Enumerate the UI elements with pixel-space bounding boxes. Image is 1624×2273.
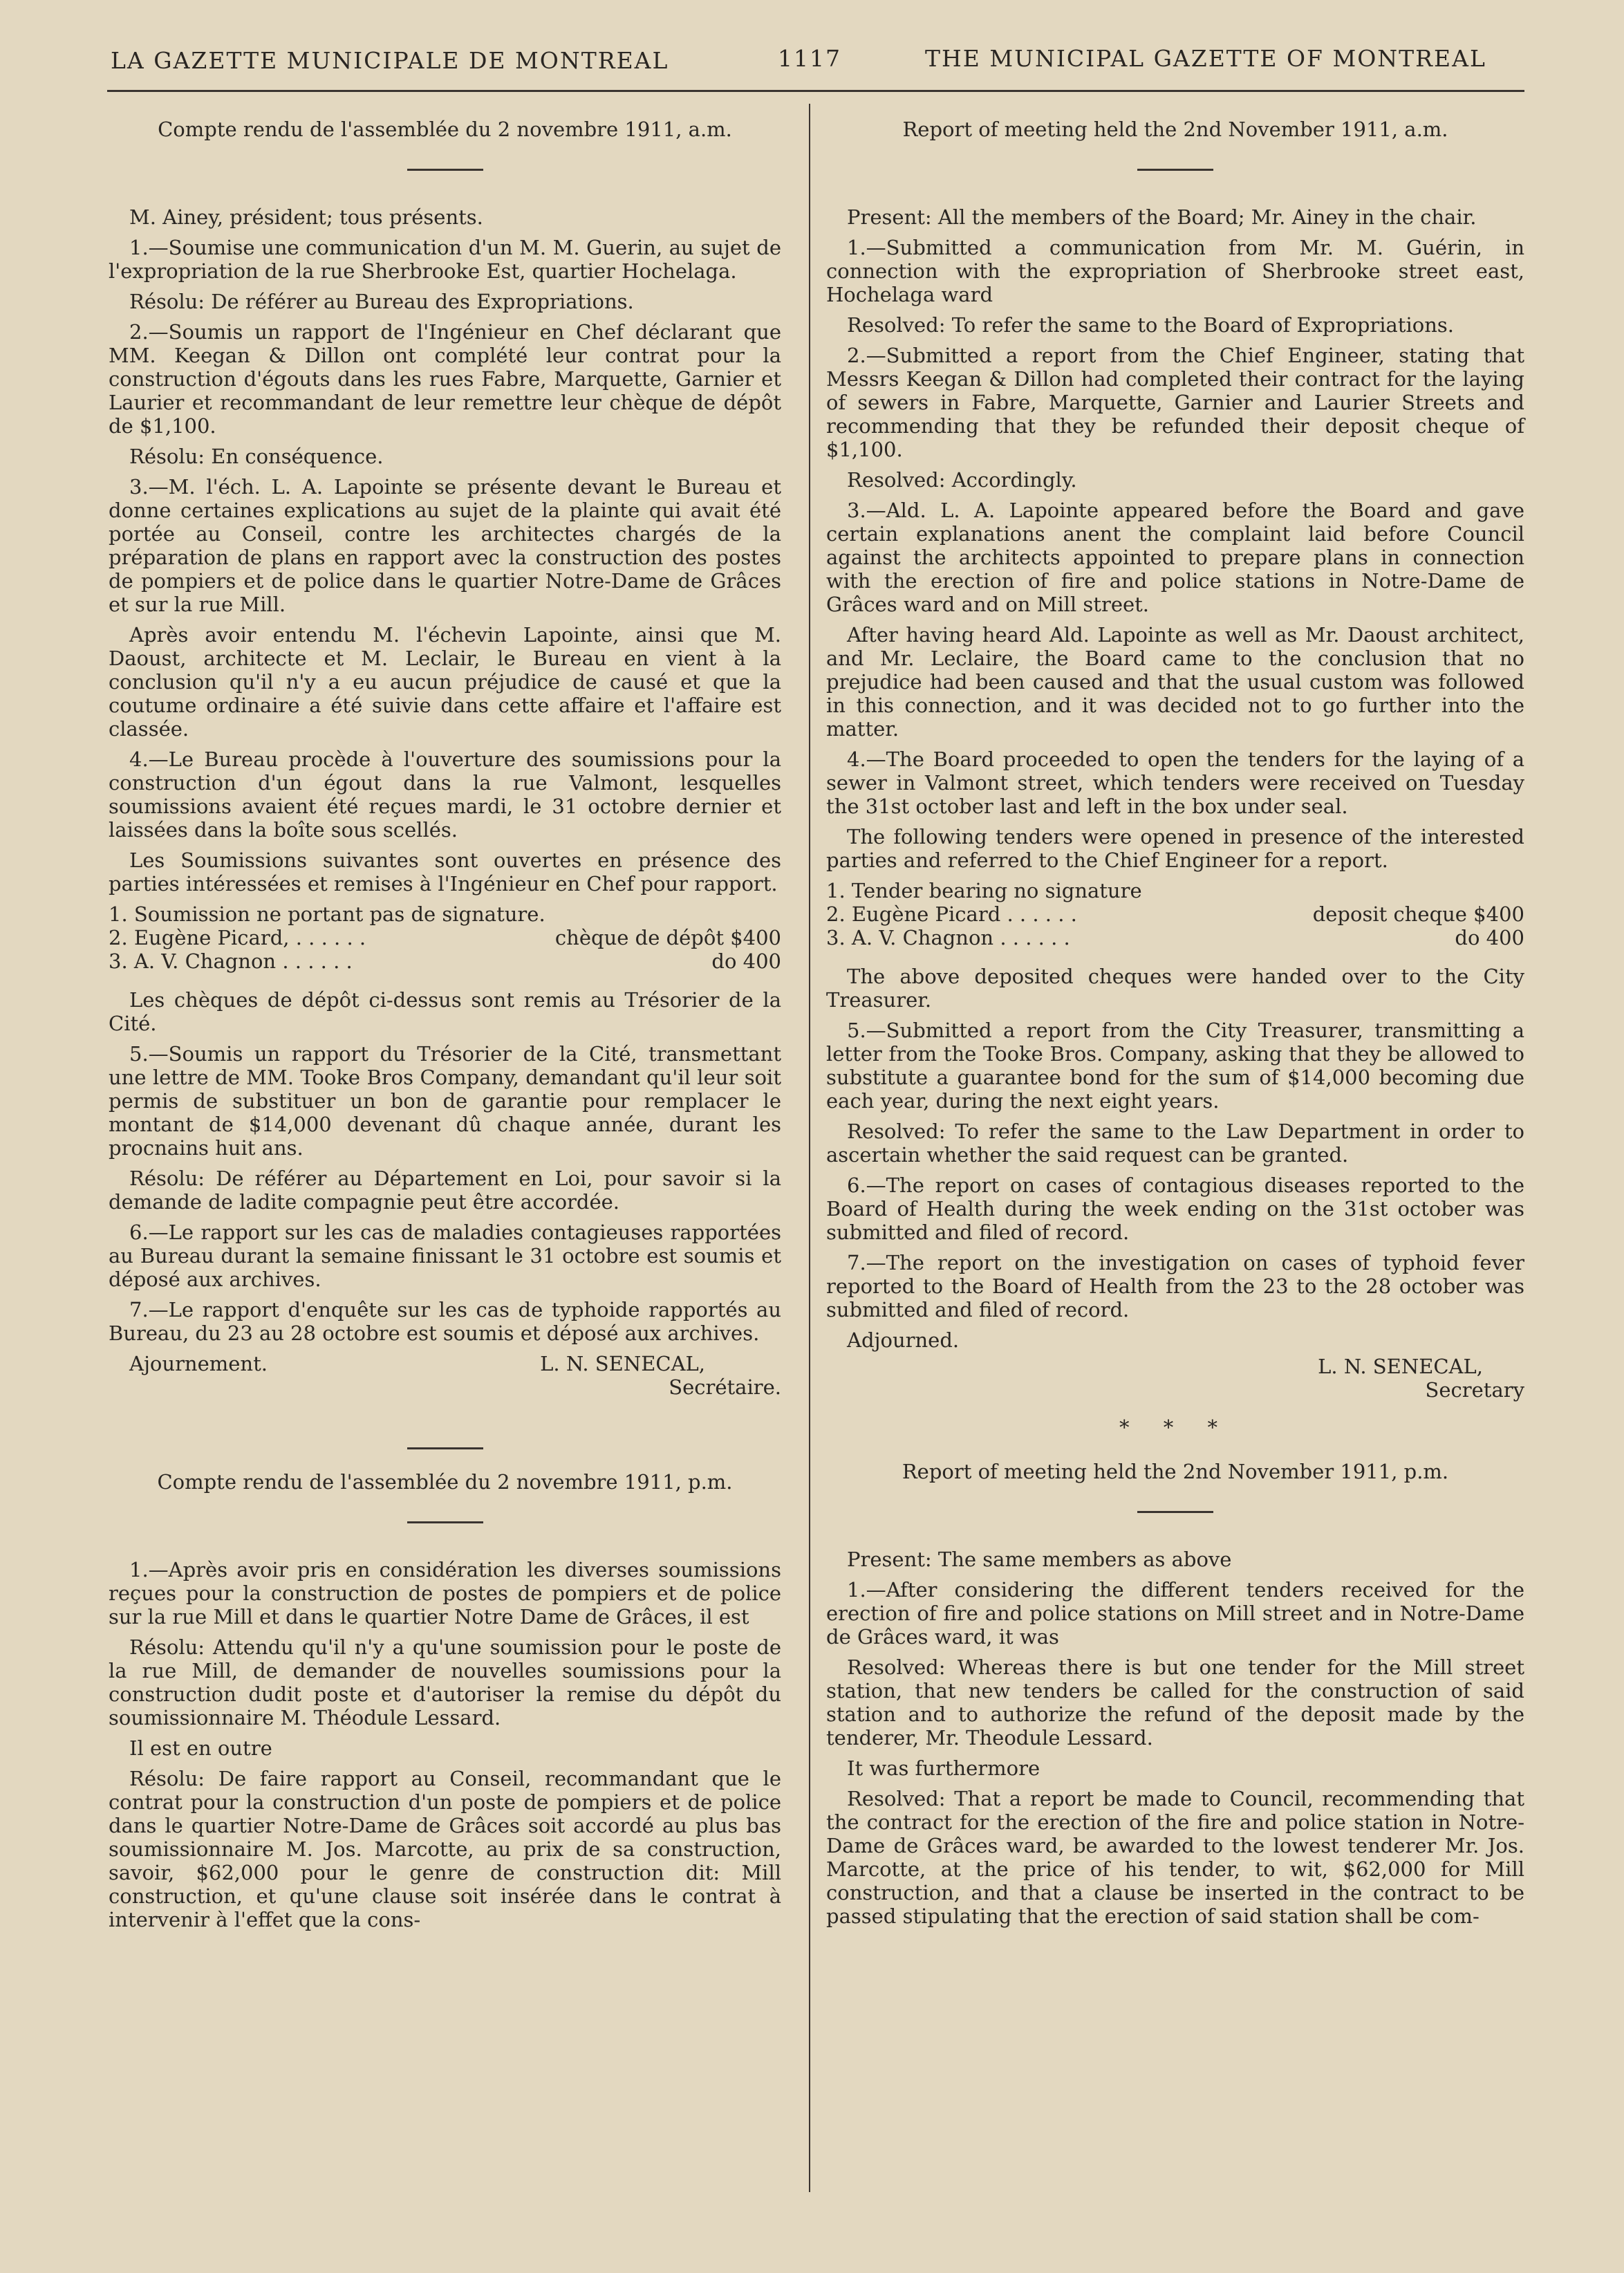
tender-value: do 400 <box>711 949 781 973</box>
short-rule <box>407 169 483 171</box>
paragraph: 7.—The report on the investigation on cases of typhoid fever reported to the Board of Health from the 23 to the 28 october was submitted and filed of record. <box>826 1251 1524 1321</box>
tender-row <box>109 949 781 973</box>
tender-line: 3. A. V. Chagnon . . . . . . <box>826 926 1070 949</box>
paragraph: 6.—Le rapport sur les cas de maladies contagieuses rapportées au Bureau durant la semaine finissant le 31 octobre est soumis et déposé aux archives. <box>109 1221 781 1291</box>
tender-row <box>109 926 781 949</box>
paragraph: Resolved: To refer the same to the Law Department in order to ascertain whether the said request can be granted. <box>826 1120 1524 1167</box>
paragraph: 7.—Le rapport d'enquête sur les cas de typhoide rapportés au Bureau, du 23 au 28 octobre est soumis et déposé aux archives. <box>109 1298 781 1345</box>
paragraph: The above deposited cheques were handed over to the City Treasurer. <box>826 965 1524 1012</box>
header-french-title: LA GAZETTE MUNICIPALE DE MONTREAL <box>111 47 669 74</box>
paragraph: 1.—After considering the different tenders received for the erection of fire and police stations on Mill street and in Notre-Dame de Grâces ward, it was <box>826 1578 1524 1649</box>
adjourn-text: Ajournement. <box>129 1352 268 1375</box>
tender-row <box>826 902 1524 926</box>
paragraph: 5.—Submitted a report from the City Treasurer, transmitting a letter from the Tooke Bros. Company, asking that they be allowed to substitute a guarantee bond for the sum of $14,000 becoming due each year, during the next eight years. <box>826 1019 1524 1113</box>
paragraph: Les chèques de dépôt ci-dessus sont remis au Trésorier de la Cité. <box>109 988 781 1035</box>
paragraph: Résolu: En conséquence. <box>129 445 384 468</box>
page-number: 1117 <box>778 45 841 72</box>
english-tender-list <box>826 879 1524 949</box>
tender-line: 2. Eugène Picard . . . . . . <box>826 902 1077 926</box>
english-pm-title: Report of meeting held the 2nd November 1911, p.m. <box>902 1460 1449 1483</box>
paragraph: Resolved: Accordingly. <box>847 468 1077 492</box>
signature-name: L. N. SENECAL, <box>540 1352 705 1375</box>
paragraph: 2.—Submitted a report from the Chief Engineer, stating that Messrs Keegan & Dillon had completed their contract for the laying of sewers in Fabre, Marquette, Garnier and Laurier Streets and recommending that they be refunded their deposit cheque of $1,100. <box>826 344 1524 461</box>
paragraph: Il est en outre <box>129 1736 272 1760</box>
paragraph: After having heard Ald. Lapointe as well as Mr. Daoust architect, and Mr. Leclaire, the Board came to the conclusion that no prejudice had been caused and that the usual custom was followed in this connection, and it was decided not to go further into the matter. <box>826 623 1524 741</box>
english-column <box>826 118 1524 1935</box>
paragraph: 5.—Soumis un rapport du Trésorier de la Cité, transmettant une lettre de MM. Tooke Bros Company, demandant qu'il leur soit permis de substituer un bon de garantie pour remplacer le montant de $14,000 devenant dû chaque année, durant les procnains huit ans. <box>109 1042 781 1160</box>
tender-line: 2. Eugène Picard, . . . . . . <box>109 926 366 949</box>
paragraph: 1.—Submitted a communication from Mr. M. Guérin, in connection with the expropriation of Sherbrooke street east, Hochelaga ward <box>826 236 1524 306</box>
paragraph: Après avoir entendu M. l'échevin Lapointe, ainsi que M. Daoust, architecte et M. Leclair, le Bureau en vient à la conclusion qu'il n'y a eu aucun préjudice de causé et que la coutume ordinaire a été suivie dans cette affaire et l'affaire est classée. <box>109 623 781 741</box>
paragraph: The following tenders were opened in presence of the interested parties and referred to the Chief Engineer for a report. <box>826 825 1524 872</box>
french-pm-title: Compte rendu de l'assemblée du 2 novembre 1911, p.m. <box>157 1470 733 1494</box>
paragraph: Resolved: That a report be made to Council, recommending that the contract for the erection of the fire and police station in Notre-Dame de Grâces ward, be awarded to the lowest tenderer Mr. Jos. Marcotte, at the price of his tender, to wit, $62,000 for Mill construction, and that a clause be inserted in the contract to be passed stipulating that the erection of said station shall be com- <box>826 1787 1524 1928</box>
tender-row <box>826 926 1524 949</box>
paragraph: 4.—Le Bureau procède à l'ouverture des soumissions pour la construction d'un égout dans la rue Valmont, lesquelles soumissions avaient été reçues mardi, le 31 octobre dernier et laissées dans la boîte sous scellés. <box>109 748 781 842</box>
adjourn-text: Adjourned. <box>847 1328 960 1352</box>
header-rule <box>107 90 1524 92</box>
paragraph: M. Ainey, président; tous présents. <box>129 205 483 229</box>
french-am-title: Compte rendu de l'assemblée du 2 novembre 1911, a.m. <box>158 118 732 141</box>
tender-line: 1. Soumission ne portant pas de signature. <box>109 902 545 926</box>
paragraph: Résolu: De faire rapport au Conseil, recommandant que le contrat pour la construction d'un poste de pompiers et de police dans le quartier Notre-Dame de Grâces soit accordé au plus bas soumissionnaire M. Jos. Marcotte, au prix de sa construction, savoir, $62,000 pour le genre de construction dit: Mill construction, et qu'une clause soit insérée dans le contrat à intervenir à l'effet que la cons- <box>109 1767 781 1931</box>
header-english-title: THE MUNICIPAL GAZETTE OF MONTREAL <box>925 45 1486 72</box>
french-column <box>109 118 781 1938</box>
short-rule <box>1137 169 1213 171</box>
column-divider <box>809 104 810 2192</box>
paragraph: 1.—Soumise une communication d'un M. M. Guerin, au sujet de l'expropriation de la rue Sherbrooke Est, quartier Hochelaga. <box>109 236 781 283</box>
paragraph: Resolved: To refer the same to the Board of Expropriations. <box>847 313 1454 337</box>
section-stars: * * * <box>1119 1416 1231 1439</box>
paragraph: Les Soumissions suivantes sont ouvertes en présence des parties intéressées et remises à l'Ingénieur en Chef pour rapport. <box>109 848 781 896</box>
page-header <box>0 41 1624 83</box>
tender-value: deposit cheque $400 <box>1312 902 1524 926</box>
short-rule <box>407 1521 483 1523</box>
short-rule <box>1137 1511 1213 1513</box>
paragraph: 1.—Après avoir pris en considération les diverses soumissions reçues pour la construction de postes de pompiers et de police sur la rue Mill et dans le quartier Notre Dame de Grâces, il est <box>109 1558 781 1629</box>
signature-title: Secrétaire. <box>669 1375 781 1399</box>
tender-row <box>826 879 1524 902</box>
paragraph: Present: All the members of the Board; Mr. Ainey in the chair. <box>847 205 1477 229</box>
french-adjourn-row <box>109 1352 781 1375</box>
paragraph: 4.—The Board proceeded to open the tenders for the laying of a sewer in Valmont street, which tenders were received on Tuesday the 31st october last and left in the box under seal. <box>826 748 1524 818</box>
short-rule <box>407 1447 483 1449</box>
paragraph: It was furthermore <box>847 1756 1040 1780</box>
tender-line: 1. Tender bearing no signature <box>826 879 1142 902</box>
paragraph: Résolu: Attendu qu'il n'y a qu'une soumission pour le poste de la rue Mill, de demander de nouvelles soumissions pour la construction dudit poste et d'autoriser la remise du dépôt du soumissionnaire M. Théodule Lessard. <box>109 1635 781 1729</box>
french-tender-list <box>109 902 781 973</box>
tender-value: chèque de dépôt $400 <box>554 926 781 949</box>
tender-line: 3. A. V. Chagnon . . . . . . <box>109 949 353 973</box>
signature-title: Secretary <box>1425 1378 1524 1402</box>
english-am-title: Report of meeting held the 2nd November 1911, a.m. <box>902 118 1448 141</box>
paragraph: 6.—The report on cases of contagious diseases reported to the Board of Health during the week ending on the 31st october was submitted and filed of record. <box>826 1173 1524 1244</box>
tender-value: do 400 <box>1455 926 1524 949</box>
paragraph: Résolu: De référer au Département en Loi, pour savoir si la demande de ladite compagnie peut être accordée. <box>109 1167 781 1214</box>
paragraph: Résolu: De référer au Bureau des Expropriations. <box>129 290 634 313</box>
paragraph: Resolved: Whereas there is but one tender for the Mill street station, that new tenders be called for the construction of said station and to authorize the refund of the deposit made by the tenderer, Mr. Theodule Lessard. <box>826 1655 1524 1750</box>
paragraph: 3.—Ald. L. A. Lapointe appeared before the Board and gave certain explanations anent the complaint laid before Council against the architects appointed to prepare plans in connection with the erection of fire and police stations in Notre-Dame de Grâces ward and on Mill street. <box>826 499 1524 616</box>
paragraph: 3.—M. l'éch. L. A. Lapointe se présente devant le Bureau et donne certaines explications au sujet de la plainte qui avait été portée au Conseil, contre les architectes chargés de la préparation de plans en rapport avec la construction des postes de pompiers et de police dans le quartier Notre-Dame de Grâces et sur la rue Mill. <box>109 475 781 616</box>
tender-row <box>109 902 781 926</box>
signature-name: L. N. SENECAL, <box>1318 1355 1483 1378</box>
paragraph: 2.—Soumis un rapport de l'Ingénieur en Chef déclarant que MM. Keegan & Dillon ont complété leur contrat pour la construction d'égouts dans les rues Fabre, Marquette, Garnier et Laurier et recommandant de leur remettre leur chèque de dépôt de $1,100. <box>109 320 781 438</box>
paragraph: Present: The same members as above <box>847 1548 1232 1571</box>
